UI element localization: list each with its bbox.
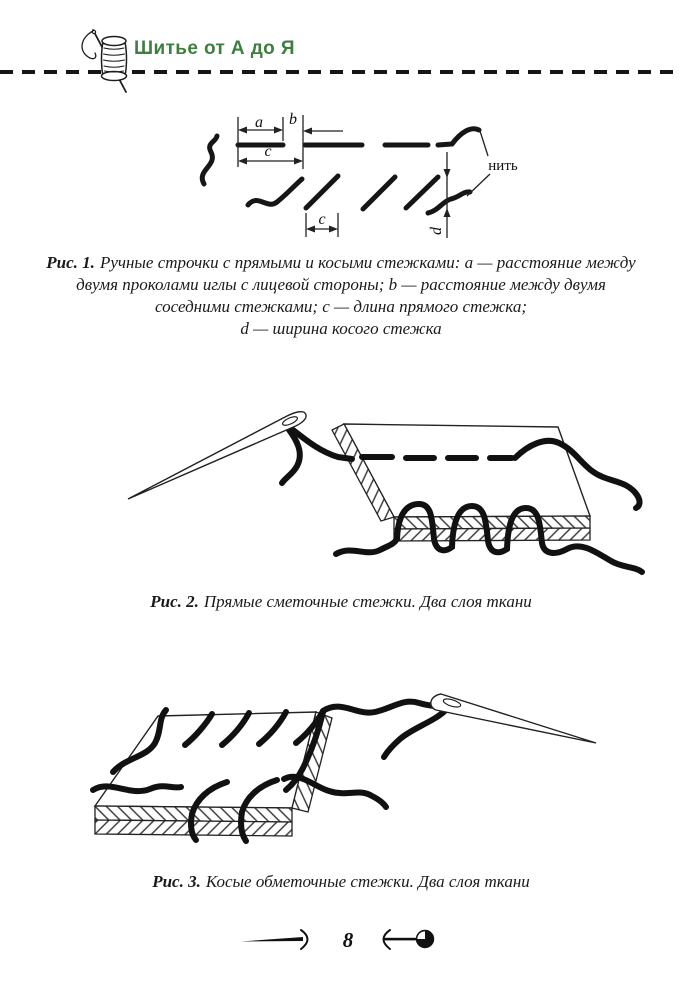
- figure-1-caption: [0, 252, 682, 340]
- spool-logo-icon: [78, 22, 140, 100]
- pin-icon: [377, 928, 443, 952]
- figure-2-caption: [0, 591, 682, 613]
- figure-1-stitch-diagram: [0, 105, 682, 250]
- page-footer: [0, 920, 682, 960]
- dim-label-c-bottom: c: [318, 211, 326, 228]
- dim-label-c-top: c: [264, 143, 272, 160]
- dim-label-d: d: [428, 227, 445, 235]
- thread-label: нить: [488, 158, 518, 174]
- figure-3-overcast-illustration: [0, 655, 682, 870]
- page-title: Шитье от А до Я: [134, 38, 295, 59]
- needle-icon: [431, 694, 596, 743]
- figure-2-basting-illustration: [0, 385, 682, 590]
- figure-3-caption: [0, 871, 682, 893]
- page-number: 8: [342, 927, 354, 952]
- dim-label-b: b: [289, 111, 297, 128]
- caption-line: d — ширина косого стежка: [240, 319, 442, 338]
- caption-line: Ручные строчки с прямыми и косыми стежками: a — расстояние между: [99, 253, 636, 272]
- thread-strokes: [202, 129, 479, 213]
- needle-icon: [128, 412, 306, 499]
- needle-icon: [239, 928, 319, 952]
- figure-1-number: Рис. 1.: [46, 253, 95, 272]
- caption-text: Прямые сметочные стежки. Два слоя ткани: [203, 592, 532, 611]
- figure-3-number: Рис. 3.: [152, 872, 201, 891]
- figure-2-number: Рис. 2.: [150, 592, 199, 611]
- caption-text: Косые обметочные стежки. Два слоя ткани: [205, 872, 530, 891]
- caption-line: двумя проколами иглы с лицевой стороны; b — расстояние между двумя: [76, 275, 606, 294]
- dim-label-a: a: [255, 114, 263, 131]
- caption-line: соседними стежками; c — длина прямого стежка;: [155, 297, 527, 316]
- dimension-lines: [238, 115, 490, 238]
